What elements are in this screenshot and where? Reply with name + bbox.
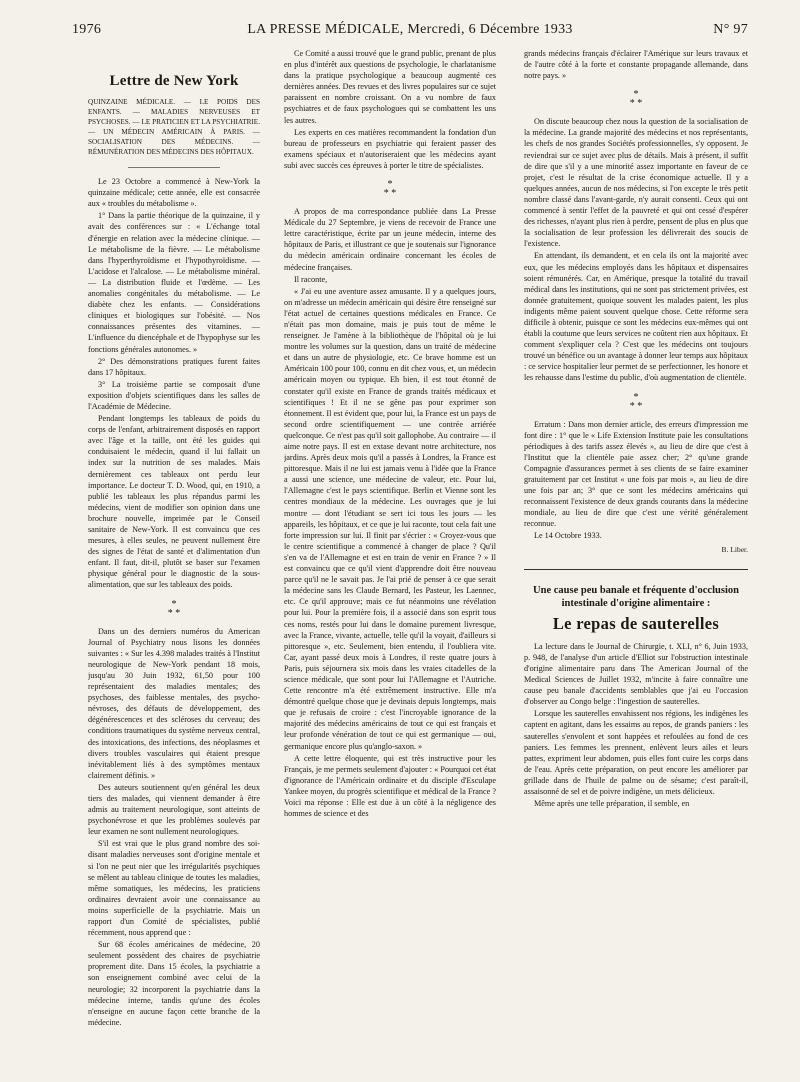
section-stars: * * * (629, 89, 643, 110)
date-line: Le 14 Octobre 1933. (534, 531, 602, 541)
author-signature: B. Liber. (721, 544, 748, 554)
divider (128, 167, 220, 168)
letter-summary: QUINZAINE MÉDICALE. — LE POIDS DES ENFANTS. — MALADIES NERVEUSES ET PSYCHOSES. — LE PRATICIEN ET LA PSYCHIATRIE. — UN MÉDECIN AMÉRICAIN À PARIS. — SOCIALISATION DES MÉDECINS. — RÉMUNÉRATION DES MÉDECINS DES HÔPITAUX. (88, 98, 260, 157)
paragraph: Le 23 Octobre a commencé à New-York la quinzaine médicale; cette année, elle est consacrée aux « troubles du métabolisme ». (88, 177, 260, 209)
paragraph: A cette lettre éloquente, qui est très instructive pour les Français, je me permets seulement d'ajouter : « Pourquoi cet état d'ignorance de l'Américain ordinaire et du disciple d'Esculape Yankee moyen, du progrès scientifique et médical de la France ? Voici ma réponse : Elle est due à un côté à la négligence des hommes de science et des (284, 753, 496, 819)
paragraph: Lorsque les sauterelles envahissent nos régions, les indigènes les captent en agitant, dans les essaims au repos, de grands paniers : les sauterelles s'envolent et sont happées et refoulées au fond de ces paniers. Les femmes les prennent, enlèvent leurs ailes et leurs pattes, expriment leur abdomen, puis elles font cuire les corps dans de l'eau. Après cette préparation, on peut encore les améliorer par grillade dans de l'huile de palme ou de sésame; c'est paraît-il, assaisonné de sel et de poivre indigène, un mets délicieux. (524, 709, 748, 796)
paragraph: S'il est vrai que le plus grand nombre des soi-disant maladies nerveuses sont d'origine mentale et si l'on ne peut nier que les irrégularités psychiques se mêlent au tableau clinique de toutes les maladies, même somatiques, les médecins, les praticiens ordinaires devraient avoir une connaissance au moins superficielle de la psychiatrie. Mais un rapport d'un Comité de spécialistes, publié récemment, nous apprend que : (88, 839, 260, 938)
paragraph: Pendant longtemps les tableaux de poids du corps de l'enfant, arbitrairement disposés en rapport avec l'âge et la taille, ont été les guides qui conduisaient le médecin, quand il lui fallait un index sur la nutrition de ses malades. Mais dernièrement ces tableaux ont perdu leur importance. Le docteur T. D. Wood, qui, en 1910, a publié les tableaux les plus répandus parmi les médecins, vient de modifier son opinion dans une brochure nouvelle, imprimée par le Conseil sanitaire de New-York. Il est convaincu que ces mesures, à elles seules, ne peuvent nullement être des signes de l'état de santé et d'alimentation d'un enfant. Il faut, dit-il, plutôt se baser sur l'examen physique général pour le diagnostic de la sous-alimentation, que sur les tableaux des poids. (88, 414, 260, 590)
paragraph: Même après une telle préparation, il semble, en (534, 799, 690, 809)
page-number: 1976 (72, 22, 102, 37)
letter-title: Lettre de New York (109, 73, 239, 89)
erratum-paragraph: Erratum : Dans mon dernier article, des erreurs d'impression me font dire : 1° que le « Life Extension Institute paie les consultations périodiques à des tarifs assez élevés », au lieu de dire que c'est à l'Institut que la clientèle paie assez cher; 2° qu'une grande Compagnie d'assurances permet à ses clients de se faire examiner gratuitement par cet Institut « une fois par mois », au lieu de dire une fois par an; 3° que ce sont les médecins américains qui reconnaissent l'existence de deux grands courants dans la médecine mondiale, au lieu de dire que c'est une vérité généralement reconnue. (524, 419, 748, 529)
paragraph: 3° La troisième partie se composait d'une exposition d'objets scientifiques dans les salles de l'Académie de Médecine. (88, 379, 260, 411)
paragraph: Sur 68 écoles américaines de médecine, 20 seulement possèdent des chaires de psychiatrie proprement dite. Dans 15 écoles, la psychiatrie a son enseignement combiné avec celui de la neurologie; 32 incorporent la psychiatrie dans la médecine interne, tandis qu'une des écoles n'enseigne en aucune façon cette branche de la médecine. (88, 940, 260, 1027)
paragraph: Les experts en ces matières recommandent la fondation d'un bureau de professeurs en psychiatrie qui feraient passer des examens spéciaux et n'autoriseraient que les médecins ayant subi avec succès ces épreuves à porter le titre de spécialistes. (284, 127, 496, 170)
paragraph: grands médecins français d'éclairer l'Amérique sur leurs travaux et de l'autre côté à la forte et constante propagande allemande, dans notre pays. » (524, 49, 748, 81)
section-stars: * * * (629, 391, 643, 412)
article2-heading: Une cause peu banale et fréquente d'occlusion intestinale d'origine alimentaire : (533, 584, 739, 609)
article-separator (524, 569, 748, 570)
issue-number: N° 97 (713, 22, 748, 37)
paragraph: 2° Des démonstrations pratiques furent faites dans 17 hôpitaux. (88, 356, 260, 377)
section-stars: * * * (167, 598, 181, 619)
column-1 (88, 48, 260, 1078)
article2-title: Le repas de sauterelles (552, 613, 720, 633)
column-2 (284, 48, 496, 1078)
column-3 (524, 48, 748, 1078)
paragraph: 1° Dans la partie théorique de la quinzaine, il y avait des conférences sur : « L'échange total d'énergie en relation avec la médecine clinique. — Le métabolisme de la fièvre. — Le métabolisme dans l'hyperthyroïdisme et l'hypothyroïdisme. — L'acidose et l'alcalose. — Le métabolisme minéral. — La distribution fluide et l'œdème. — Les anomalies congénitales du métabolisme. — Le diabète chez les enfants. — Considérations cliniques et biologiques sur l'obésité. — Nos connaissances présentes des vitamines. — L'influence du diencéphale et de l'hypophyse sur les fonctions générales autonomes. » (88, 211, 260, 354)
paragraph: « J'ai eu une aventure assez amusante. Il y a quelques jours, on m'adresse un médecin américain qui désire être renseigné sur l'état actuel de certaines questions médicales en France. Ce n'était pas mon domaine, mais je puis tout de même le renseigner. Je l'amène à la bibliothèque de l'hôpital où je lui montre les volumes sur la question, dans un traité de médecine et dans un autre de physiologie, etc. Ce brave homme est un Américain 100 pour 100, connu en dit chez vous, et, un médecin américain moyen ou typique. Eh bien, il est tout étonné de constater qu'il existe en France de grands traités médicaux et scientifiques ! Et il ne se gêne pas pour exprimer son étonnement. Il est évident que, pour lui, la France est un pays de second ordre scientifiquement — une contrée arriérée quelconque. Ce n'est pas qu'il soit gallophobe. Au contraire — il aime notre pays. Il est en extase devant notre architecture, nos jardins. Après deux mois qu'il a passés à Londres, la France est pittoresque. Mais il ne lui est jamais venu à l'idée que la France a aussi une science, une médecine de valeur, etc. Pour lui, l'Allemagne c'est le pays scientifique. Berlin et Vienne sont les centres mondiaux de la médecine. Les ouvrages que je lui montre — dont l'étudiant se sert ici tous les jours — les appareils, les hôpitaux, et ce que je lui raconte, tout cela fait une forte impression sur lui. Il finit par s'écrier : « Croyez-vous que le centre scientifique a commencé à changer de place ? Qu'il s'en va de l'Allemagne et est en train de venir en France ? » Il est convaincu que ce qu'il vient d'apprendre doit être nouveau parce qu'il ne le savait pas. Je l'ai prié de penser à ce que serait la médecine sans les Claude Bernard, les Pasteur, les Laennec, etc. Ce qu'il approuve; mais ce fut néanmoins une révélation pour lui. Pour la première fois, il a associé dans son esprit tous ces noms, restés pour lui dans le domaine purement livresque, avec la France, vivante, actuelle, telle qu'il la voyait, d'ailleurs si pittoresque », etc. Seulement, bien entendu, il l'oubliera vite. Car, ayant passé deux mois à Londres, il reste quatre jours à Paris, puis séjournera six mois dans les vraies citadelles de la science médicale, que sont pour lui l'Allemagne et l'Autriche. Cette rencontre m'a été extrêmement instructive. Elle m'a démontré quelque chose que je devinais depuis longtemps, mais que je refusais de croire : c'est l'incroyable ignorance de la majorité des médecins américains de tout ce qui est français et leur profonde vénération de tout ce qui est germanique — oui, germanique encore plus qu'anglo-saxon. » (284, 286, 496, 751)
paragraph: Il raconte, (294, 274, 328, 284)
section-stars: * * * (383, 179, 397, 200)
paragraph: La lecture dans le Journal de Chirurgie, t. XLI, n° 6, Juin 1933, p. 948, de l'analyse d'un article d'Elliot sur l'obstruction intestinale d'origine alimentaire paru dans The American Journal of the Medical Sciences de Juillet 1932, m'incite à faire connaître une cause peu banale d'accidents semblables que j'ai eu l'occasion d'observer au Congo belge : l'ingestion de sauterelles. (524, 641, 748, 707)
paragraph: En attendant, ils demandent, et en cela ils ont la majorité avec eux, que les médecins employés dans les hôpitaux et dispensaires soient rémunérés. Car, en Amérique, presque la totalité du travail médical dans les institutions, qui ne sont pas strictement privées, est donnée gratuitement, quoique souvent les malades paient, les plus indigents même paient souvent quelque chose. Cette réforme sera difficile à obtenir, puisque ce sont les médecins eux-mêmes qui ont établi la coutume que leurs services ne coûtent rien aux hôpitaux. Et comment s'expliquer cela ? C'est que les médecins ont toujours trouvé un bénéfice ou un avantage à donner leur temps aux hôpitaux : ce service hospitalier leur permet de se perfectionner, les honore et les rehausse dans l'estime du public, d'où augmentation de clientèle. (524, 251, 748, 383)
paragraph: Ce Comité a aussi trouvé que le grand public, prenant de plus en plus d'intérêt aux questions de psychologie, le charlatanisme dans la pratique psychologique a beaucoup augmenté ces dernières années. Des revues et des livres populaires sur ce sujet paraissent en nombre croissant. On a vu nombre de faux psychiatres et de faux psychologues qui se combattent les uns les autres. (284, 49, 496, 125)
paragraph: On discute beaucoup chez nous la question de la socialisation de la médecine. La grande majorité des médecins et nos représentants, les chefs de nos grandes Sociétés professionnelles, s'y opposent. Je reviendrai sur ce sujet avec plus de détails. Mais à présent, il suffit de dire que s'il y a une minorité assez importante en faveur de ce projet, c'est le résultat de la crise économique actuelle. Il y a quelques années, aucun de nos médecins, si l'on excepte le très petit nombre classé dans l'avant-garde, n'y aurait consenti. Ceux qui ont commencé à sentir l'effet de la pauvreté et qui ont cessé d'espérer des richesses, n'ayant plus rien à perdre, pensent de plus en plus que la socialisation de leur profession les délivrerait des soucis de l'existence. (524, 117, 748, 249)
paragraph: A propos de ma correspondance publiée dans La Presse Médicale du 27 Septembre, je viens de recevoir de France une lettre caractéristique, écrite par un jeune médecin, interne des hôpitaux de Paris, et illustrant ce que je soutenais sur l'ignorance du médecin américain ordinaire concernant les écoles de médecine françaises. (284, 207, 496, 272)
paragraph: Des auteurs soutiennent qu'en général les deux tiers des malades, qui viennent demander à être admis au traitement neurologique, sont atteints de psychonévrose et que les problèmes soulevés par leur examen ne sont nullement neurologiques. (88, 782, 260, 837)
journal-line: LA PRESSE MÉDICALE, Mercredi, 6 Décembre 1933 (247, 22, 573, 37)
paragraph: Dans un des derniers numéros du American Journal of Psychiatry nous lisons les données suivantes : « Sur les 4.398 malades traités à l'Institut neurologique de New-York pendant 18 mois, jusqu'au 30 Juin 1932, 61,50 pour 100 représentaient des maladies mentales; des psychoses, des faiblesse mentales, des psycho-névroses, des défauts de développement, des dégénérescences et des scléroses du cerveau; des conditions traumatiques du système nerveux central, des intoxications, des infections, des néoplasmes et divers troubles vasculaires qui étaient presque inévitablement liés à des symptômes mentaux clairement définis. » (88, 626, 260, 780)
page-header (72, 22, 748, 38)
